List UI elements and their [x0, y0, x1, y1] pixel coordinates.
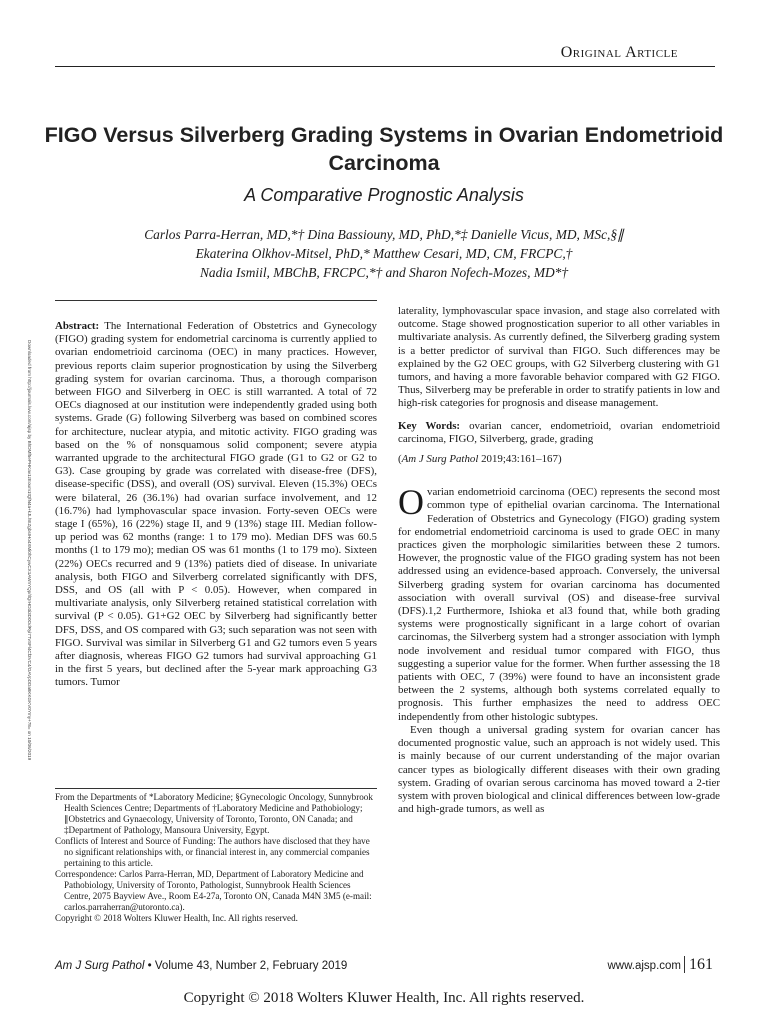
footnote-affiliations: From the Departments of *Laboratory Medicine; §Gynecologic Oncology, Sunnybrook Health Sciences Centre; Departments of †Laboratory Medicine and Pathobiology; ∥Obstetrics and Gynaecology, University of Toronto, Toronto, ON Canada; and ‡Department of Pathology, Mansoura University, Egypt. — [55, 792, 373, 835]
abstract-divider — [55, 300, 377, 301]
author-line: Nadia Ismiil, MBChB, FRCPC,*† and Sharon Nofech-Mozes, MD*† — [199, 265, 569, 280]
footnote-conflicts: Conflicts of Interest and Source of Funding: The authors have disclosed that they have no significant relationships with, or financial interest in, any commercial companies pertaining to this article. — [55, 836, 370, 868]
footer-journal: Am J Surg Pathol — [55, 960, 145, 972]
keywords-label: Key Words: — [398, 419, 461, 432]
footnote-divider — [55, 788, 377, 789]
footer-page-info — [608, 956, 714, 974]
footer-journal-info — [55, 960, 347, 972]
citation-details: 2019;43:161–167) — [478, 453, 562, 466]
author-list — [40, 225, 728, 282]
article-subtitle: A Comparative Prognostic Analysis — [244, 185, 524, 205]
body-paragraph-2: Even though a universal grading system for ovarian cancer has documented prognostic value, such an approach is not widely used. This is mainly because of our current understanding of the major ovarian cancer types as biologically different diseases with their own grading system. Grading of ovarian serous carcinoma has moved toward a 2-tier system with proven biological and clinical differences between low-grade and high-grade tumors, as well as — [398, 723, 720, 816]
footnote-correspondence: Correspondence: Carlos Parra-Herran, MD, Department of Laboratory Medicine and Pathobiology, University of Toronto, Pathologist, Sunnybrook Health Sciences Centre, 2075 Bayview Ave., Room E4-27a, Toronto ON, Canada M4N 3M5 (e-mail: carlos.parraherran@utoronto.ca). — [55, 869, 372, 912]
right-column — [398, 305, 720, 816]
footer-issue: • Volume 43, Number 2, February 2019 — [144, 960, 348, 972]
abstract-continued: laterality, lymphovascular space invasion, and stage also correlated with outcome. Stage showed prognostication superior to all other variables in multivariate analysis. As currently defined, the Silverberg grading system is a better predictor of survival than FIGO. Such differences may be explained by the G2 OEC groups, with G2 Silverberg clustering with G1 tumors, and having a more favorable behavior compared with G2 FIGO. Thus, Silverberg may be preferable in order to stratify patients in low and high-risk categories for prognosis and disease management. — [398, 305, 720, 410]
page-copyright: Copyright © 2018 Wolters Kluwer Health, Inc. All rights reserved. — [183, 990, 585, 1006]
citation: (Am J Surg Pathol 2019;43:161–167) — [398, 453, 562, 466]
keywords — [398, 420, 720, 446]
download-watermark — [24, 340, 32, 761]
dropcap: O — [398, 482, 424, 523]
header-divider — [55, 66, 715, 67]
keywords-text: ovarian cancer, endometrioid, ovarian endometrioid carcinoma, FIGO, Silverberg, grade, grading — [398, 419, 720, 445]
body-paragraph-1: varian endometrioid carcinoma (OEC) represents the second most common type of epithelial ovarian carcinoma. The International Federation of Obstetrics and Gynecology (FIGO) grading system for endometrial endometrioid carcinoma is used to grade OEC in many practices given the morphologic similarities between these 2 tumors. However, the prognostic value of the FIGO grading system has not been addressed using an evidence-based approach. Conversely, the universal Silverberg grading system for ovarian carcinoma has documented association with overall survival (OS) and disease-free survival (DFS).1,2 Furthermore, Ishioka et al3 found that, while both grading systems were prognostically significant in a large cohort of ovarian carcinomas, the Silverberg system had a stronger association with lymph node involvement and residual tumor compared with FIGO, thus suggesting a superior value for the former. When further assessing the 18 patients with OEC, 7 (39%) were found to have an inconsistent grade between the 2 systems, although both systems correlated equally to prognosis. This further emphasizes the need to address OEC independently from other histologic subtypes. — [398, 486, 720, 723]
abstract — [55, 320, 377, 690]
article-title: FIGO Versus Silverberg Grading Systems in Ovarian Endometrioid Carcinoma — [44, 123, 724, 175]
footnotes — [55, 792, 377, 924]
author-line: Carlos Parra-Herran, MD,*† Dina Bassiouny, MD, PhD,*‡ Danielle Vicus, MD, MSc,§∥ — [144, 227, 624, 242]
abstract-text: The International Federation of Obstetrics and Gynecology (FIGO) grading system for endometrial carcinoma is currently applied to ovarian endometrioid carcinoma (OEC) in many practices. However, previous reports claim superior prognostication by using the Silverberg grading system for ovarian carcinoma. Thus, a thorough comparison between FIGO and Silverberg in OEC is still warranted. A total of 72 OECs diagnosed at our institution were independently graded using both systems. Grade (G) following Silverberg was based on combined scores for architecture, nuclear atypia, and mitotic activity. FIGO grading was based on the % of nonsquamous solid component; severe atypia warranted upgrade to the architectural FIGO grade (G1 to G2 or G2 to G3). Case grouping by grade was correlated with disease-free (DFS), disease-specific (DSS), and overall (OS) survival. Eleven (15.3%) OECs were bilateral, 26 (36.1%) had ovarian surface involvement, and 12 (16.7%) had lymphovascular space invasion. Forty-seven OECs were stage I (65%), 16 (22%) stage II, and 9 (13%) stage III. Median follow-up period was 62 months (range: 1 to 179 mo). Median DFS was 60.5 months (1 to 179 mo); median OS was 61 months (1 to 179 mo). Sixteen (22%) OECs recurred and 9 (13%) patiets died of disease. In univariate analysis, both FIGO and Silverberg correlated significantly with DFS, DSS, and OS (all with P < 0.05). However, when compared in multivariate analysis, only Silverberg retained statistical correlation with survival (P < 0.05). G1+G2 OEC by Silverberg had significantly better DFS, DSS, and OS compared with G3; such separation was not seen with FIGO. Survival was similar in Silverberg G1 and G2 tumors even 5 years after diagnosis, whereas FIGO G2 tumors had survival approaching G1 in the first 5 years, but declined after the 5-year mark approaching G3 tumors. Tumor — [55, 320, 377, 689]
author-line: Ekaterina Olkhov-Mitsel, PhD,* Matthew Cesari, MD, CM, FRCPC,† — [195, 246, 573, 261]
footnote-copyright: Copyright © 2018 Wolters Kluwer Health, Inc. All rights reserved. — [55, 913, 298, 923]
footer-url[interactable]: www.ajsp.com — [607, 960, 681, 972]
article-type-label: Original Article — [560, 44, 678, 61]
abstract-label: Abstract: — [55, 320, 100, 332]
download-watermark-text: Downloaded from http://journals.lww.com/ajsp by BhDMf5ePHKav1zEoum1tQfN4a+kJLhEZgbsIHo4XMi0hCywCX1AWnYQp/IlQrHD3i3D0OdRyi7TvSFl4Cf3VC4/OAVpDDa8KKGKV0Ymy+78= on 10/06/2019 — [27, 340, 32, 761]
citation-journal: Am J Surg Pathol — [401, 453, 479, 466]
body-text — [398, 482, 720, 816]
page-number: 161 — [684, 956, 713, 973]
